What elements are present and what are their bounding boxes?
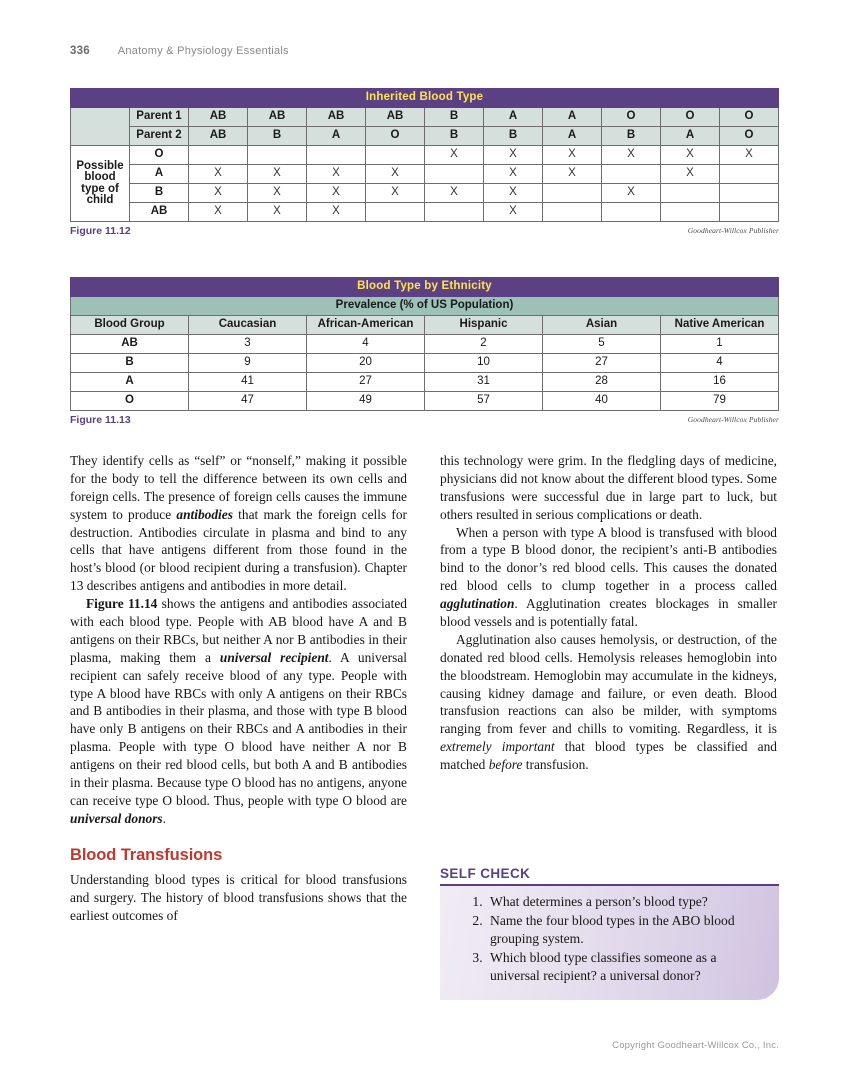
figure-caption-bar — [70, 225, 779, 239]
parent-type-cell: O — [366, 127, 425, 146]
self-check-title: SELF CHECK — [440, 866, 531, 881]
possibility-cell: X — [248, 203, 307, 222]
blood-group-label: A — [71, 373, 189, 392]
parent-type-cell: AB — [248, 108, 307, 127]
figure-reference: Figure 11.14 — [86, 596, 158, 612]
self-check-body — [440, 886, 779, 1000]
column-header: Caucasian — [189, 316, 307, 335]
paragraph-history: this technology were grim. In the fledgling days of medicine, physicians did not know about the different blood types. Some transfusions were successful due in large part to luck, but others resulted in serious complications or death. — [440, 453, 777, 522]
possibility-cell — [720, 203, 779, 222]
body-column-left — [70, 452, 407, 924]
page-folio: 336 — [70, 45, 90, 57]
text-run: . A universal recipient can safely receive blood of any type. People with type A blood have RBCs with only A antigens on their RBCs and B antibodies in their plasma, and those with type B blood have only B antigens on their RBCs and A antibodies in their plasma. People with type O blood have neither A nor B antigens on their red blood cells, but both A and B antibodies in their plasma. Because type O blood has no antigens, anyone can receive type O blood. Thus, people with type O blood are — [70, 649, 407, 808]
possibility-cell — [602, 165, 661, 184]
parent-type-cell: B — [425, 108, 484, 127]
blood-group-label: AB — [71, 335, 189, 354]
parent-type-cell: B — [484, 127, 543, 146]
figure-caption-bar — [70, 414, 779, 428]
table-row — [71, 392, 779, 411]
parent-type-cell: AB — [189, 127, 248, 146]
table-row — [71, 165, 779, 184]
possibility-cell: X — [366, 184, 425, 203]
possibility-cell — [425, 165, 484, 184]
parent-type-cell: A — [307, 127, 366, 146]
corner-blank-cell — [71, 108, 130, 146]
blood-group-label: B — [71, 354, 189, 373]
possibility-cell: X — [484, 146, 543, 165]
table-header-row — [71, 316, 779, 335]
table-row — [71, 373, 779, 392]
prevalence-value: 4 — [307, 335, 425, 354]
table-row — [71, 335, 779, 354]
possibility-cell: X — [484, 165, 543, 184]
possibility-cell — [189, 146, 248, 165]
section-heading-blood-transfusions: Blood Transfusions — [70, 845, 223, 864]
possibility-cell: X — [189, 184, 248, 203]
figure-blood-type-by-ethnicity — [70, 277, 779, 428]
blood-type-by-ethnicity-table — [70, 277, 779, 411]
possibility-cell: X — [720, 146, 779, 165]
inherited-blood-type-table — [70, 88, 779, 222]
figure-credit: Goodheart-Willcox Publisher — [687, 226, 779, 235]
possibility-cell: X — [307, 165, 366, 184]
figure-inherited-blood-type — [70, 88, 779, 239]
possibility-cell: X — [484, 203, 543, 222]
parent-type-cell: A — [661, 127, 720, 146]
possibility-cell: X — [425, 184, 484, 203]
emphasis-extremely-important: extremely important — [440, 739, 555, 755]
parent-type-cell: AB — [307, 108, 366, 127]
parent-type-cell: B — [425, 127, 484, 146]
self-check-box — [440, 866, 779, 1000]
table-row — [71, 146, 779, 165]
parent-type-cell: B — [248, 127, 307, 146]
child-type-label: B — [130, 184, 189, 203]
text-run: . — [162, 810, 167, 826]
parent-type-cell: O — [720, 108, 779, 127]
possibility-cell — [248, 146, 307, 165]
figure-credit: Goodheart-Willcox Publisher — [687, 415, 779, 424]
possibility-cell — [720, 184, 779, 203]
prevalence-value: 5 — [543, 335, 661, 354]
possibility-cell — [661, 184, 720, 203]
parent-type-cell: A — [543, 127, 602, 146]
possibility-cell: X — [189, 203, 248, 222]
prevalence-value: 49 — [307, 392, 425, 411]
prevalence-band-label: Prevalence (% of US Population) — [71, 297, 779, 316]
emphasis-before: before — [488, 757, 523, 773]
parent-type-cell: AB — [189, 108, 248, 127]
table-band-row — [71, 297, 779, 316]
parent-row-label: Parent 2 — [130, 127, 189, 146]
prevalence-value: 27 — [543, 354, 661, 373]
figure-number: Figure 11.13 — [70, 414, 131, 426]
blood-group-label: O — [71, 392, 189, 411]
parent-type-cell: O — [720, 127, 779, 146]
text-run: They identify cells as “self” or “nonself,” making it possible for the body to tell the difference between its own cells and foreign cells. The presence of foreign cells causes the immune system to produce — [70, 453, 407, 522]
column-header: Native American — [661, 316, 779, 335]
book-title: Anatomy & Physiology Essentials — [117, 45, 289, 57]
column-header: Blood Group — [71, 316, 189, 335]
possibility-cell — [720, 165, 779, 184]
possibility-cell: X — [543, 165, 602, 184]
table-row — [71, 203, 779, 222]
term-agglutination: agglutination — [440, 596, 515, 612]
text-run: that blood types be classified and matched — [440, 739, 777, 773]
text-run: transfusion. — [522, 757, 589, 773]
column-header: Asian — [543, 316, 661, 335]
paragraph-antibodies — [70, 452, 407, 595]
prevalence-value: 41 — [189, 373, 307, 392]
table-title-row — [71, 89, 779, 108]
possibility-cell — [366, 203, 425, 222]
table-title: Blood Type by Ethnicity — [71, 278, 779, 297]
table-row — [71, 127, 779, 146]
paragraph-transfusions-intro: Understanding blood types is critical for blood transfusions and surgery. The history of blood transfusions shows that the earliest outcomes of — [70, 871, 407, 923]
possibility-cell: X — [661, 165, 720, 184]
self-check-question: 2. Name the four blood types in the ABO blood grouping system. — [486, 912, 765, 948]
text-run: . Agglutination creates blockages in smaller blood vessels and is potentially fatal. — [440, 596, 777, 630]
prevalence-value: 9 — [189, 354, 307, 373]
table-row — [71, 108, 779, 127]
prevalence-value: 31 — [425, 373, 543, 392]
possibility-cell: X — [425, 146, 484, 165]
paragraph-hemolysis — [440, 631, 777, 774]
possibility-cell — [366, 146, 425, 165]
prevalence-value: 27 — [307, 373, 425, 392]
prevalence-value: 79 — [661, 392, 779, 411]
term-universal-recipient: universal recipient — [219, 649, 329, 665]
prevalence-value: 57 — [425, 392, 543, 411]
text-run: shows the antigens and antibodies associated with each blood type. People with AB blood have A and B antigens on their RBCs, but neither A nor B antibodies in their plasma, making them a — [70, 596, 407, 665]
prevalence-value: 28 — [543, 373, 661, 392]
possibility-cell: X — [189, 165, 248, 184]
prevalence-value: 1 — [661, 335, 779, 354]
possibility-cell — [602, 203, 661, 222]
paragraph-agglutination — [440, 524, 777, 631]
possibility-cell — [661, 203, 720, 222]
prevalence-value: 20 — [307, 354, 425, 373]
table-title-row — [71, 278, 779, 297]
running-head — [70, 45, 289, 57]
table-row — [71, 354, 779, 373]
possibility-cell — [543, 203, 602, 222]
parent-type-cell: O — [661, 108, 720, 127]
child-type-label: A — [130, 165, 189, 184]
figure-number: Figure 11.12 — [70, 225, 131, 237]
table-row — [71, 184, 779, 203]
possibility-cell: X — [661, 146, 720, 165]
self-check-question: 3. Which blood type classifies someone as a universal recipient? a universal donor? — [486, 949, 765, 985]
self-check-question-list — [470, 893, 765, 985]
possibility-cell — [425, 203, 484, 222]
child-type-label: AB — [130, 203, 189, 222]
column-header: Hispanic — [425, 316, 543, 335]
copyright-notice: Copyright Goodheart-Willcox Co., Inc. — [612, 1040, 779, 1051]
prevalence-value: 10 — [425, 354, 543, 373]
possibility-cell — [307, 146, 366, 165]
possibility-cell: X — [248, 184, 307, 203]
row-group-label: Possible blood type of child — [71, 146, 130, 222]
prevalence-value: 4 — [661, 354, 779, 373]
text-run: Agglutination also causes hemolysis, or destruction, of the donated red blood cells. Hemolysis releases hemoglobin into the bloodstream. Hemoglobin may accumulate in the kidneys, causing kidney damage and failure, or even death. Blood transfusion reactions can also be milder, with symptoms ranging from fever and chills to vomiting. Regardless, it is — [440, 631, 777, 737]
prevalence-value: 2 — [425, 335, 543, 354]
possibility-cell: X — [307, 203, 366, 222]
parent-type-cell: A — [484, 108, 543, 127]
possibility-cell: X — [602, 184, 661, 203]
possibility-cell: X — [248, 165, 307, 184]
term-antibodies: antibodies — [176, 506, 233, 522]
possibility-cell: X — [366, 165, 425, 184]
prevalence-value: 40 — [543, 392, 661, 411]
text-run: that mark the foreign cells for destruction. Antibodies circulate in plasma and bind to any cells that have antigens different from those found in the host’s blood (or blood recipient during a transfusion). Chapter 13 describes antigens and antibodies in more detail. — [70, 506, 407, 594]
prevalence-value: 16 — [661, 373, 779, 392]
parent-row-label: Parent 1 — [130, 108, 189, 127]
prevalence-value: 3 — [189, 335, 307, 354]
possibility-cell: X — [484, 184, 543, 203]
possibility-cell — [543, 184, 602, 203]
body-column-right — [440, 452, 777, 774]
parent-type-cell: AB — [366, 108, 425, 127]
child-type-label: O — [130, 146, 189, 165]
text-run: When a person with type A blood is transfused with blood from a type B blood donor, the recipient’s anti-B antibodies bind to the donor’s red blood cells. This causes the donated red blood cells to clump together in a process called — [440, 524, 777, 594]
parent-type-cell: O — [602, 108, 661, 127]
parent-type-cell: A — [543, 108, 602, 127]
possibility-cell: X — [307, 184, 366, 203]
table-title: Inherited Blood Type — [71, 89, 779, 108]
possibility-cell: X — [602, 146, 661, 165]
paragraph-blood-types — [70, 595, 407, 828]
self-check-question: 1. What determines a person’s blood type? — [486, 893, 765, 911]
parent-type-cell: B — [602, 127, 661, 146]
prevalence-value: 47 — [189, 392, 307, 411]
possibility-cell: X — [543, 146, 602, 165]
term-universal-donors: universal donors — [70, 810, 163, 826]
column-header: African-American — [307, 316, 425, 335]
